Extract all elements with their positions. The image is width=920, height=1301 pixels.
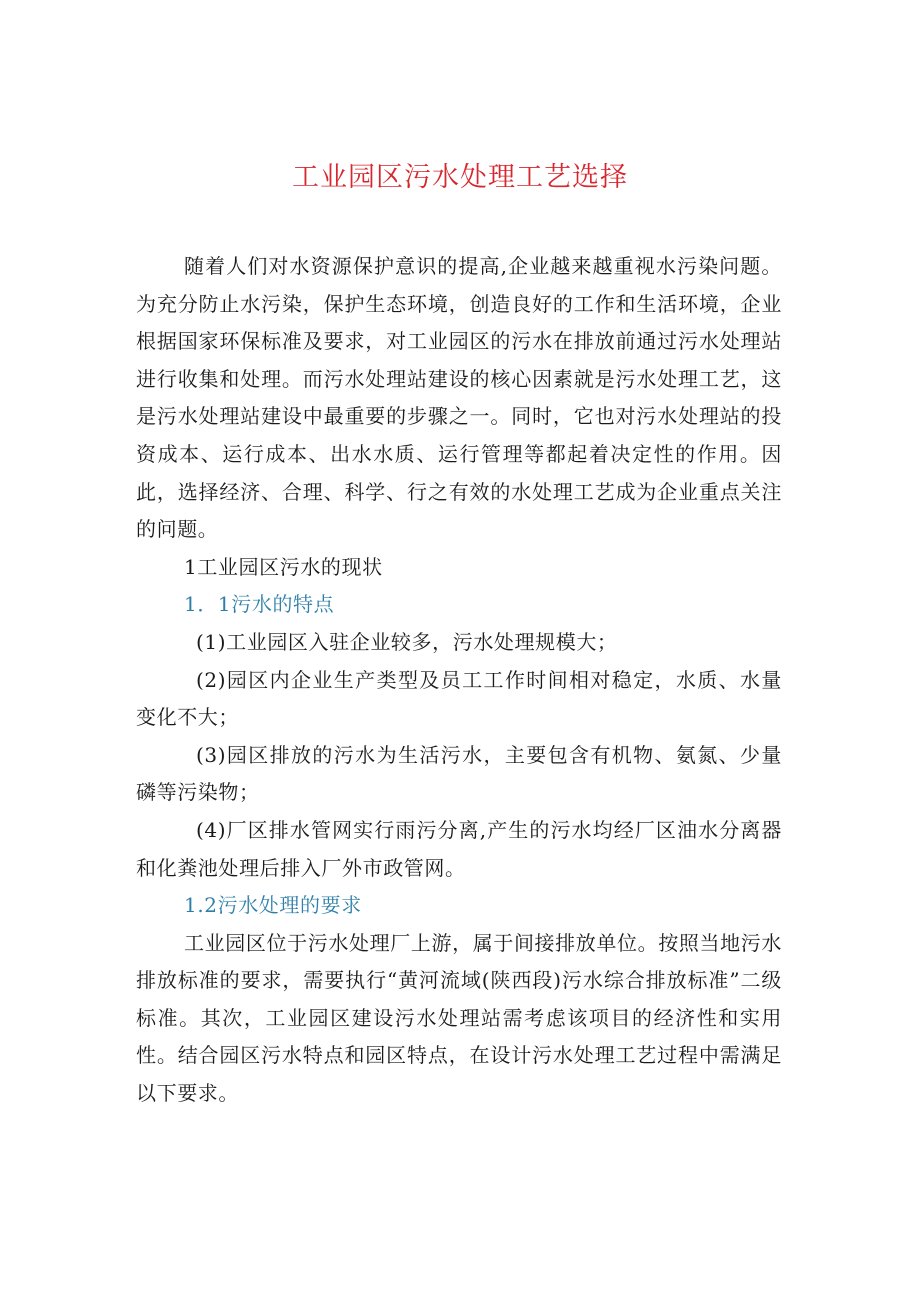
document-title: 工业园区污水处理工艺选择 [292, 162, 628, 193]
section-1-heading: 1工业园区污水的现状 [184, 554, 383, 579]
document-body [136, 248, 782, 1113]
list-item-2: (2)园区内企业生产类型及员工工作时间相对稳定，水质、水量变化不大； [136, 667, 782, 730]
list-item-3: (3)园区排放的污水为生活污水，主要包含有机物、氨氮、少量磷等污染物； [136, 742, 782, 805]
list-item-4: (4)厂区排水管网实行雨污分离,产生的污水均经厂区油水分离器和化粪池处理后排入厂外市政管网。 [136, 817, 782, 880]
list-item-1: (1)工业园区入驻企业较多，污水处理规模大； [196, 629, 618, 654]
section-1-2-paragraph: 工业园区位于污水处理厂上游，属于间接排放单位。按照当地污水排放标准的要求，需要执行“黄河流域(陕西段)污水综合排放标准”二级标准。其次，工业园区建设污水处理站需考虑该项目的经济性和实用性。结合园区污水特点和园区特点，在设计污水处理工艺过程中需满足以下要求。 [136, 930, 782, 1106]
intro-paragraph: 随着人们对水资源保护意识的提高,企业越来越重视水污染问题。为充分防止水污染，保护生态环境，创造良好的工作和生活环境，企业根据国家环保标准及要求，对工业园区的污水在排放前通过污水处理站进行收集和处理。而污水处理站建设的核心因素就是污水处理工艺，这是污水处理站建设中最重要的步骤之一。同时，它也对污水处理站的投资成本、运行成本、出水水质、运行管理等都起着决定性的作用。因此，选择经济、合理、科学、行之有效的水处理工艺成为企业重点关注的问题。 [136, 254, 782, 542]
section-1-1-heading: 1．1污水的特点 [184, 592, 335, 617]
section-1-2-heading: 1.2污水处理的要求 [184, 893, 362, 918]
